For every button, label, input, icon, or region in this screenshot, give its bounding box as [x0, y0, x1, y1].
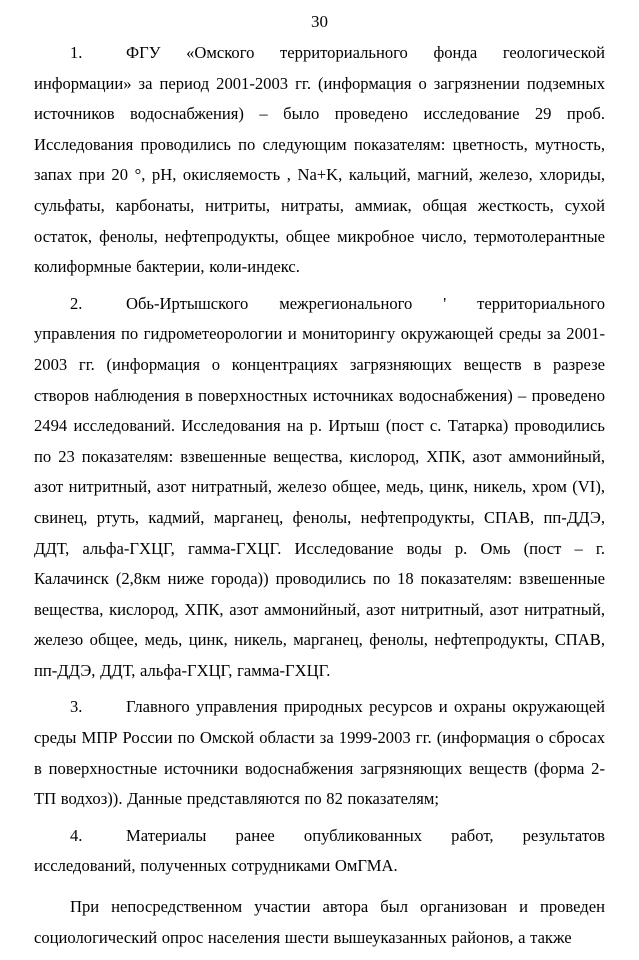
list-item-number: 3.	[70, 697, 83, 717]
list-item-text: Главного управления природных ресурсов и охраны окружающей среды МПР России по Омской области за 1999-2003 гг. (информация о сбросах в поверхностные источники водоснабжения загрязняющих веществ (форма 2-ТП водхоз)). Данные представляются по 82 показателям;	[34, 697, 605, 809]
closing-paragraph: При непосредственном участии автора был организован и проведен социологический опрос населения шести вышеуказанных районов, а также	[34, 897, 605, 947]
page-number: 30	[311, 12, 328, 31]
list-item-text: ФГУ «Омского территориального фонда геологической информации» за период 2001-2003 гг. (информация о загрязнении подземных источников водоснабжения) – было проведено исследование 29 проб. Исследования проводились по следующим показателям: цветность, мутность, запах при 20 °, pH, окисляемость , Na+K, кальций, магний, железо, хлориды, сульфаты, карбонаты, нитриты, нитраты, аммиак, общая жесткость, сухой остаток, фенолы, нефтепродукты, общее микробное число, термотолерантные колиформные бактерии, коли-индекс.	[34, 43, 605, 277]
list-item-text: Материалы ранее опубликованных работ, результатов исследований, полученных сотрудниками ОмГМА.	[34, 825, 605, 876]
list-item-number: 4.	[70, 825, 83, 845]
list-item	[34, 821, 605, 882]
document-page	[34, 10, 605, 959]
list-item	[34, 38, 605, 283]
list-item-text: Обь-Иртышского межрегионального ' территориального управления по гидрометеорологии и мониторингу окружающей среды за 2001-2003 гг. (информация о концентрациях загрязняющих веществ в разрезе створов наблюдения в поверхностных источниках водоснабжения) – проведено 2494 исследований. Исследования на р. Иртыш (пост с. Татарка) проводились по 23 показателям: взвешенные вещества, кислород, ХПК, азот аммонийный, азот нитритный, азот нитратный, железо общее, медь, цинк, никель, хром (VI), свинец, ртуть, кадмий, марганец, фенолы, нефтепродукты, СПАВ, пп-ДДЭ, ДДТ, альфа-ГХЦГ, гамма-ГХЦГ. Исследование воды р. Омь (пост – г. Калачинск (2,8км ниже города)) проводились по 18 показателям: взвешенные вещества, кислород, ХПК, азот аммонийный, азот нитритный, азот нитратный, железо общее, медь, цинк, никель, марганец, фенолы, нефтепродукты, СПАВ, пп-ДДЭ, ДДТ, альфа-ГХЦГ, гамма-ГХЦГ.	[34, 293, 605, 680]
list-item-number: 2.	[70, 293, 83, 313]
list-item	[34, 289, 605, 687]
list-item-number: 1.	[70, 43, 83, 62]
list-item	[34, 692, 605, 814]
